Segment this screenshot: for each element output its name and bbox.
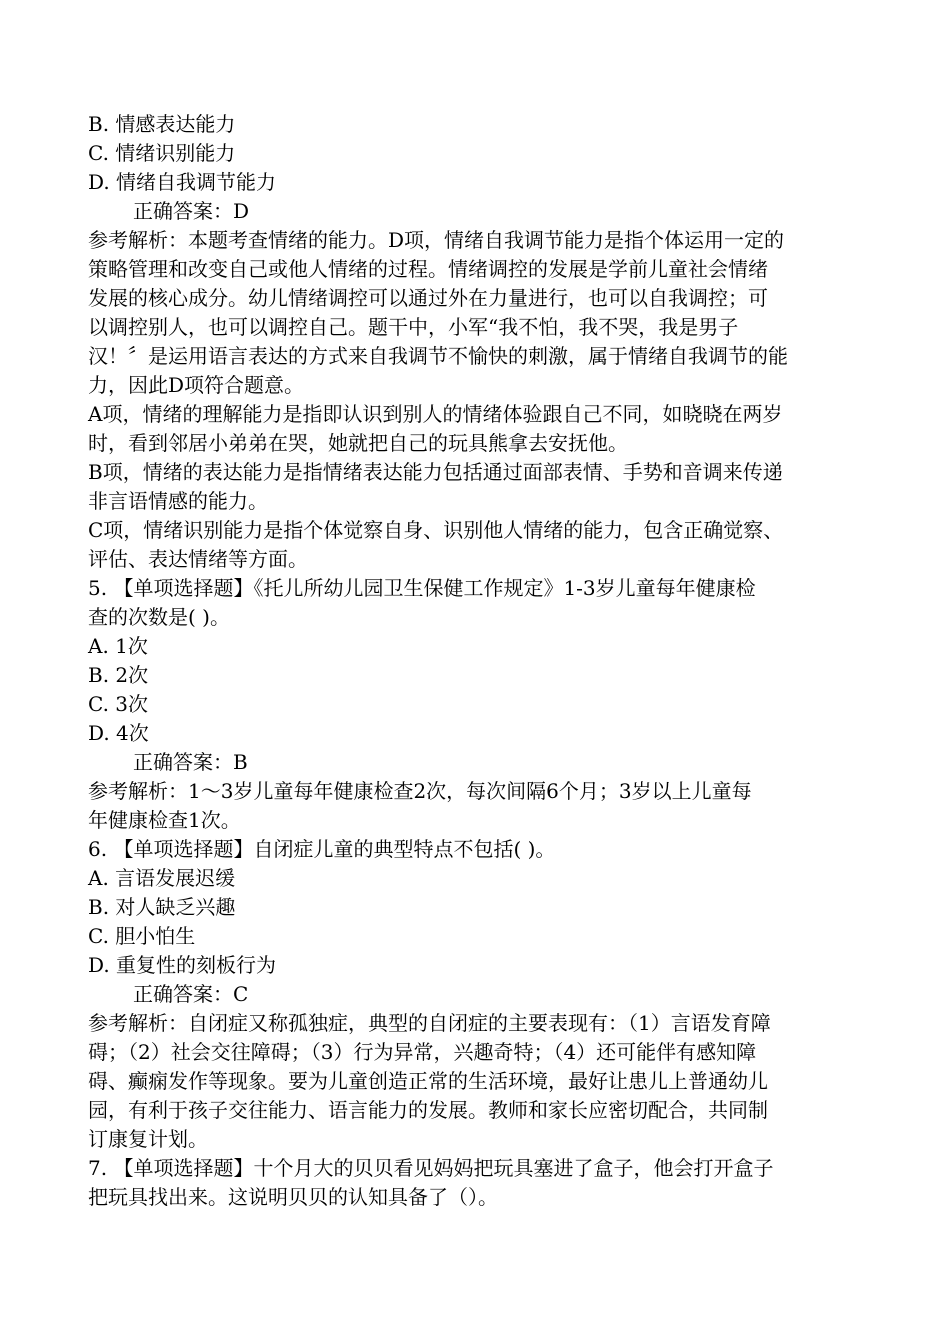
explanation-text: 以调控别人，也可以调控自己。题干中，小军“我不怕，我不哭，我是男子 [88,315,739,339]
explanation-text: C项，情绪识别能力是指个体觉察自身、识别他人情绪的能力，包含正确觉察、 [88,518,784,542]
explanation-text: 年健康检查1次。 [88,808,241,832]
explanation-text: 园，有利于孩子交往能力、语言能力的发展。教师和家长应密切配合，共同制 [88,1098,768,1122]
explanation-text: 评估、表达情绪等方面。 [88,547,308,571]
answer-option: A. 言语发展迟缓 [88,866,236,890]
answer-option: C. 情绪识别能力 [88,141,236,165]
answer-option: D. 4次 [88,721,149,745]
answer-option: C. 胆小怕生 [88,924,196,948]
explanation-text: A项，情绪的理解能力是指即认识到别人的情绪体验跟自己不同，如晓晓在两岁 [88,402,783,426]
explanation-text: 时，看到邻居小弟弟在哭，她就把自己的玩具熊拿去安抚他。 [88,431,628,455]
document-page [88,110,868,1212]
explanation-text: 碍；（2）社会交往障碍；（3）行为异常，兴趣奇特；（4）还可能伴有感知障 [88,1040,757,1064]
explanation-text: B项，情绪的表达能力是指情绪表达能力包括通过面部表情、手势和音调来传递 [88,460,783,484]
explanation-text: 非言语情感的能力。 [88,489,268,513]
answer-option: C. 3次 [88,692,149,716]
answer-option: B. 2次 [88,663,149,687]
explanation-text: 参考解析：本题考查情绪的能力。D项，情绪自我调节能力是指个体运用一定的 [88,228,785,252]
explanation-text: 力，因此D项符合题意。 [88,373,305,397]
answer-option: B. 对人缺乏兴趣 [88,895,236,919]
question-text: 把玩具找出来。这说明贝贝的认知具备了（）。 [88,1185,498,1209]
explanation-text: 碍、癫痫发作等现象。要为儿童创造正常的生活环境，最好让患儿上普通幼儿 [88,1069,768,1093]
correct-answer: 正确答案：C [133,982,249,1006]
explanation-text: 汉！〞是运用语言表达的方式来自我调节不愉快的刺激，属于情绪自我调节的能 [88,344,788,368]
explanation-text: 参考解析：自闭症又称孤独症，典型的自闭症的主要表现有：（1）言语发育障 [88,1011,771,1035]
question-text: 6. 【单项选择题】自闭症儿童的典型特点不包括( )。 [88,837,556,861]
explanation-text: 参考解析：1～3岁儿童每年健康检查2次，每次间隔6个月；3岁以上儿童每 [88,779,752,803]
explanation-text: 策略管理和改变自己或他人情绪的过程。情绪调控的发展是学前儿童社会情绪 [88,257,768,281]
correct-answer: 正确答案：D [133,199,250,223]
answer-option: A. 1次 [88,634,148,658]
answer-option: D. 情绪自我调节能力 [88,170,277,194]
answer-option: D. 重复性的刻板行为 [88,953,277,977]
explanation-text: 发展的核心成分。幼儿情绪调控可以通过外在力量进行，也可以自我调控；可 [88,286,768,310]
question-text: 查的次数是( )。 [88,605,230,629]
question-text: 7. 【单项选择题】十个月大的贝贝看见妈妈把玩具塞进了盒子，他会打开盒子 [88,1156,774,1180]
answer-option: B. 情感表达能力 [88,112,236,136]
correct-answer: 正确答案：B [133,750,248,774]
explanation-text: 订康复计划。 [88,1127,208,1151]
question-text: 5. 【单项选择题】《托儿所幼儿园卫生保健工作规定》1-3岁儿童每年健康检 [88,576,756,600]
